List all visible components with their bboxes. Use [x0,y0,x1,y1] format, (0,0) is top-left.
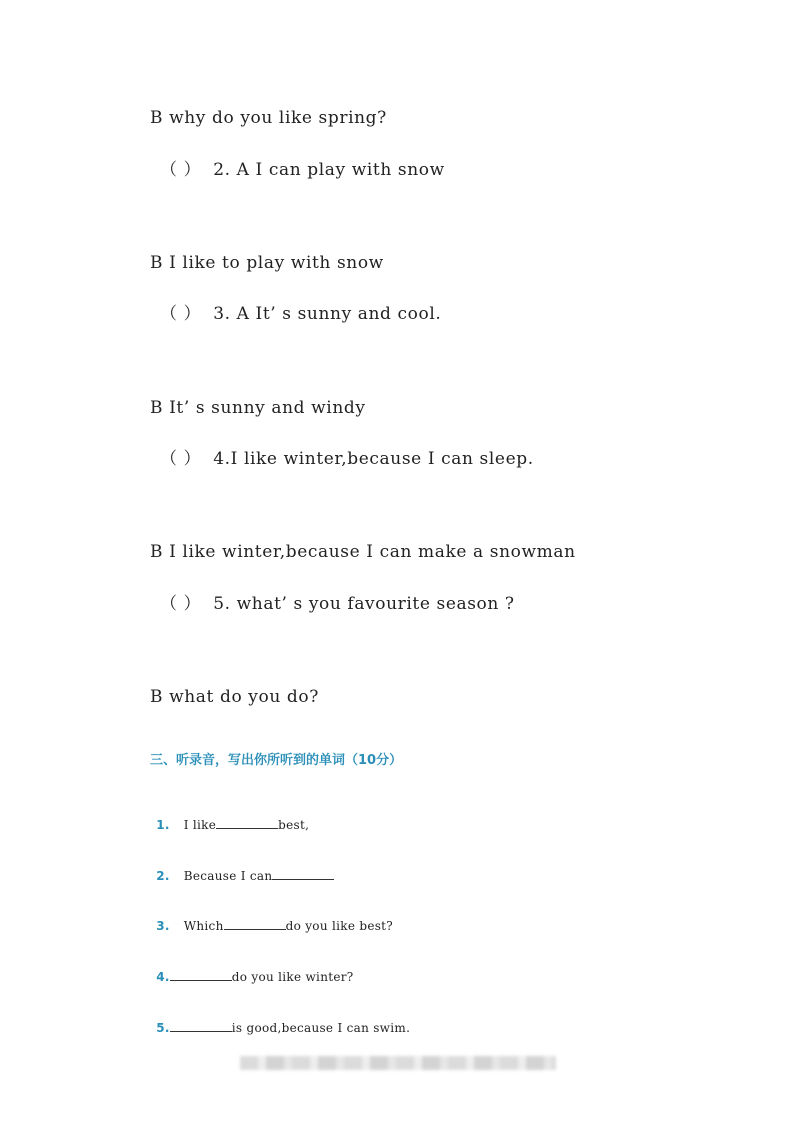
fill-item-5 [148,1005,410,1035]
fill-item-number: 1. [156,818,170,832]
question-5: （ ） 5. what’ s you favourite season ? [160,594,515,614]
fill-item-text-after: do you like best? [285,919,394,933]
fill-item-text-after: do you like winter? [231,970,354,984]
line-b-what-do: B what do you do? [150,687,319,707]
fill-item-text-before: Because I can [183,869,273,883]
answer-blank[interactable] [170,1019,232,1032]
fill-item-3 [148,903,393,933]
question-4: （ ） 4.I like winter,because I can sleep. [160,449,534,469]
line-b-snow: B I like to play with snow [150,253,384,273]
fill-item-number: 2. [156,869,170,883]
fill-item-number: 3. [156,919,170,933]
answer-blank[interactable] [224,917,286,930]
answer-blank[interactable] [170,968,232,981]
fill-item-text-after: is good,because I can swim. [231,1021,411,1035]
line-b-windy: B It’ s sunny and windy [150,398,366,418]
line-b-snowman: B I like winter,because I can make a snowman [150,542,576,562]
fill-item-number: 5. [156,1021,170,1035]
fill-item-text-before: Which [183,919,224,933]
fill-item-number: 4. [156,970,170,984]
question-3: （ ） 3. A It’ s sunny and cool. [160,304,442,324]
section-3-title: 三、听录音，写出你所听到的单词（10分） [150,753,403,768]
blurred-footer-watermark [240,1056,556,1070]
fill-item-text-before: I like [183,818,217,832]
line-b-spring: B why do you like spring? [150,108,387,128]
fill-item-1 [148,802,309,832]
fill-item-4 [148,954,354,984]
question-2: （ ） 2. A I can play with snow [160,160,445,180]
answer-blank[interactable] [216,816,278,829]
answer-blank[interactable] [272,867,334,880]
fill-item-2 [148,853,334,883]
fill-item-text-after: best, [278,818,310,832]
